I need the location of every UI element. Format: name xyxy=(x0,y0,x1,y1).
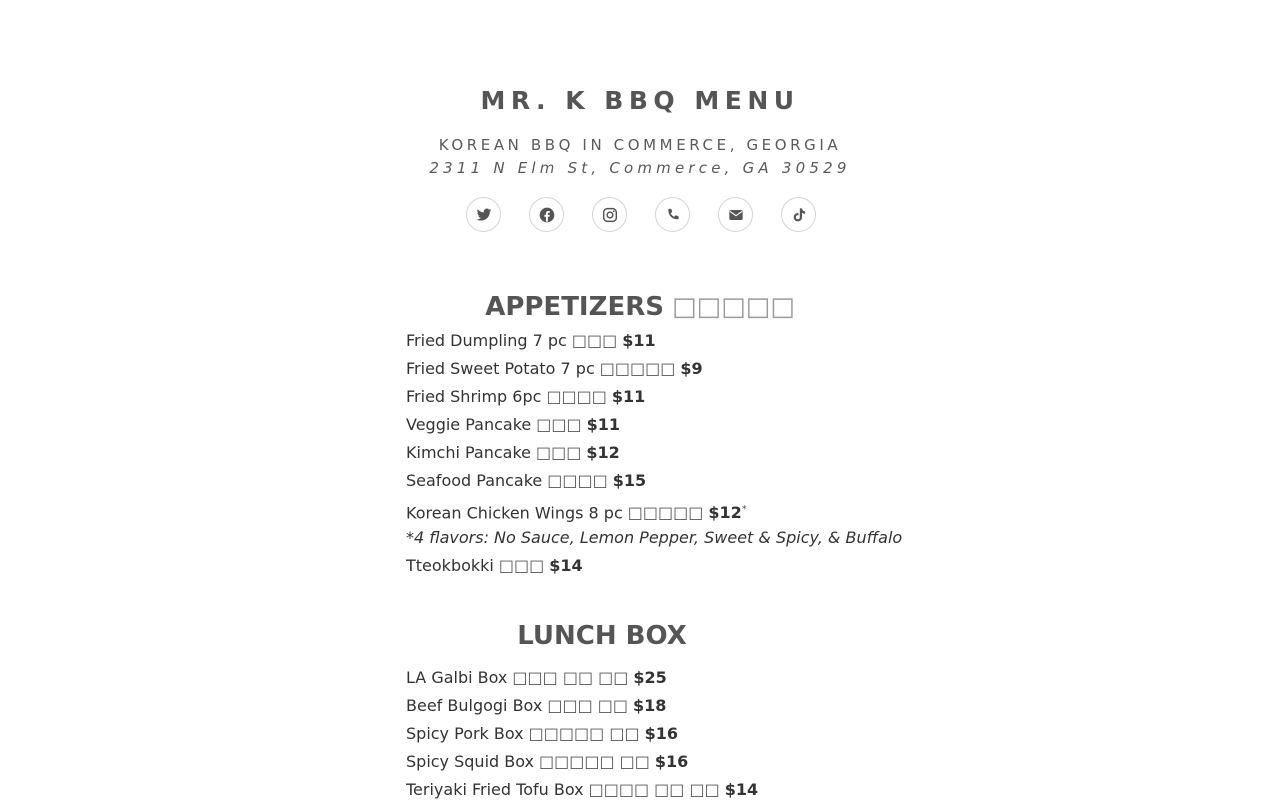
item-name: Spicy Squid Box xyxy=(406,752,534,772)
item-name: Teriyaki Fried Tofu Box xyxy=(406,780,584,800)
item-korean-name: □□□ xyxy=(571,331,618,350)
item-price: $16 xyxy=(644,724,678,744)
item-price: $14 xyxy=(549,555,583,575)
menu-item xyxy=(406,413,902,441)
menu-item xyxy=(406,750,758,778)
item-korean-name: □□□□□ □□ xyxy=(528,724,640,744)
social-links xyxy=(466,197,816,233)
tiktok-link[interactable] xyxy=(781,197,816,232)
item-price: $16 xyxy=(654,752,689,772)
item-name: Tteokbokki xyxy=(406,555,494,575)
item-name: Fried Shrimp 6pc xyxy=(406,387,542,407)
item-name: Korean Chicken Wings 8 pc xyxy=(406,502,623,522)
menu-item xyxy=(406,778,758,800)
twitter-link[interactable] xyxy=(466,197,501,232)
instagram-icon xyxy=(602,207,618,223)
item-korean-name: □□□□□ □□ xyxy=(539,752,650,772)
menu-note: *4 flavors: No Sauce, Lemon Pepper, Sweet & Spicy, & Buffalo xyxy=(406,527,903,547)
item-price: $11 xyxy=(611,387,646,407)
item-name: Kimchi Pancake xyxy=(406,443,532,463)
menu-item xyxy=(406,385,902,413)
menu-item xyxy=(406,469,902,497)
item-korean-name: □□□□ □□ □□ xyxy=(588,780,720,800)
instagram-link[interactable] xyxy=(592,197,627,232)
email-icon xyxy=(728,207,744,223)
item-korean-name: □□□□ xyxy=(546,387,607,407)
address: 2311 N Elm St, Commerce, GA 30529 xyxy=(429,159,851,177)
page-title: MR. K BBQ MENU xyxy=(480,86,800,115)
item-name: Fried Dumpling 7 pc xyxy=(406,331,567,350)
item-price: $18 xyxy=(633,696,667,716)
menu-item xyxy=(406,329,902,357)
twitter-icon xyxy=(476,207,492,223)
item-korean-name: □□□□□ xyxy=(627,502,704,522)
item-name: Seafood Pancake xyxy=(406,471,543,491)
footnote-mark: * xyxy=(741,503,747,515)
item-price: $12 xyxy=(586,443,620,463)
item-price: $25 xyxy=(633,668,667,687)
item-name: LA Galbi Box xyxy=(406,668,508,687)
item-name: Beef Bulgogi Box xyxy=(406,696,543,716)
item-price: $15 xyxy=(612,471,647,491)
appetizers-list xyxy=(406,329,902,582)
lunch-box-list xyxy=(406,666,758,800)
email-link[interactable] xyxy=(718,197,753,232)
appetizers-heading xyxy=(0,291,1280,323)
menu-item xyxy=(406,498,902,526)
item-price: $9 xyxy=(680,359,703,379)
item-name: Fried Sweet Potato 7 pc xyxy=(406,359,595,379)
facebook-icon xyxy=(539,207,555,223)
item-korean-name: □□□ □□ xyxy=(547,696,628,716)
menu-item xyxy=(406,722,758,750)
item-korean-name: □□□□ xyxy=(547,471,608,491)
item-korean-name: □□□ xyxy=(536,415,582,435)
facebook-link[interactable] xyxy=(529,197,564,232)
menu-item xyxy=(406,441,902,469)
appetizers-title: APPETIZERS xyxy=(485,292,664,322)
item-price: $14 xyxy=(724,780,759,800)
item-korean-name: □□□ xyxy=(498,555,545,575)
menu-item xyxy=(406,357,902,385)
menu-item xyxy=(406,694,758,722)
menu-item xyxy=(406,554,902,582)
page-subtitle: KOREAN BBQ IN COMMERCE, GEORGIA xyxy=(438,136,842,154)
phone-icon xyxy=(665,207,681,223)
item-korean-name: □□□□□ xyxy=(599,359,676,379)
item-price: $11 xyxy=(622,331,656,350)
phone-link[interactable] xyxy=(655,197,690,232)
item-price: $11 xyxy=(586,415,621,435)
lunch-box-heading: LUNCH BOX xyxy=(517,621,687,651)
appetizers-title-korean: □□□□□ xyxy=(671,292,795,322)
item-korean-name: □□□ □□ □□ xyxy=(512,668,629,687)
menu-item xyxy=(406,666,758,694)
item-korean-name: □□□ xyxy=(536,443,582,463)
item-name: Veggie Pancake xyxy=(406,415,532,435)
item-name: Spicy Pork Box xyxy=(406,724,524,744)
tiktok-icon xyxy=(791,207,807,223)
item-price: $12 xyxy=(708,502,742,522)
